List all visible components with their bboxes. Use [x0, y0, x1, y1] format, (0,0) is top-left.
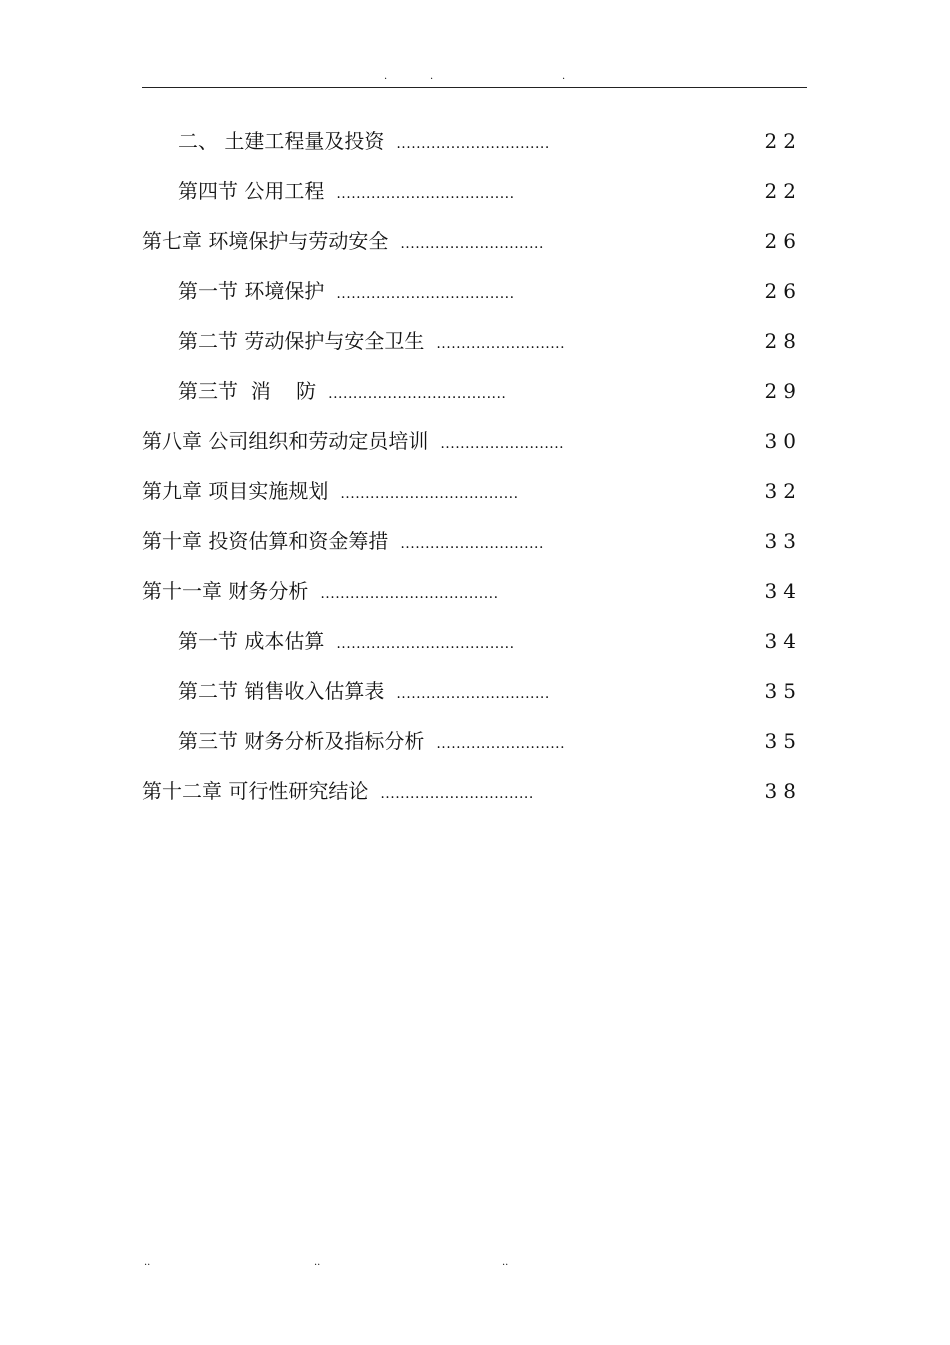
- toc-entry-label: 第十二章 可行性研究结论: [142, 779, 369, 803]
- toc-leader: ...............................: [396, 136, 550, 152]
- toc-leader: ....................................: [328, 386, 507, 402]
- footer-dot: ..: [314, 1257, 321, 1268]
- toc-entry[interactable]: [142, 266, 806, 316]
- toc-page-number: 33: [764, 529, 802, 553]
- toc-entry-label: 第二节 劳动保护与安全卫生: [178, 329, 425, 353]
- toc-leader: .............................: [400, 236, 544, 252]
- footer-dot: ..: [144, 1257, 151, 1268]
- toc-entry[interactable]: [142, 216, 806, 266]
- toc-page-number: 28: [764, 329, 802, 353]
- toc-entry-label: 第四节 公用工程: [178, 179, 325, 203]
- table-of-contents: [142, 116, 806, 816]
- toc-entry[interactable]: [142, 716, 806, 766]
- toc-entry-label: 第九章 项目实施规划: [142, 479, 329, 503]
- toc-entry[interactable]: [142, 116, 806, 166]
- toc-leader: ....................................: [340, 486, 519, 502]
- toc-leader: .............................: [400, 536, 544, 552]
- toc-leader: .........................: [440, 436, 565, 452]
- toc-page-number: 29: [764, 379, 802, 403]
- toc-entry[interactable]: [142, 666, 806, 716]
- header-rule: [142, 87, 807, 88]
- toc-entry-label: 第八章 公司组织和劳动定员培训: [142, 429, 429, 453]
- toc-entry-label: 第十章 投资估算和资金筹措: [142, 529, 389, 553]
- toc-page-number: 35: [764, 729, 802, 753]
- toc-entry[interactable]: [142, 416, 806, 466]
- toc-page-number: 22: [764, 129, 802, 153]
- toc-page-number: 34: [764, 629, 802, 653]
- toc-entry[interactable]: [142, 466, 806, 516]
- toc-page-number: 22: [764, 179, 802, 203]
- toc-leader: ..........................: [436, 736, 566, 752]
- toc-entry-label: 第七章 环境保护与劳动安全: [142, 229, 389, 253]
- page-footer: [142, 1258, 806, 1272]
- toc-entry[interactable]: [142, 566, 806, 616]
- toc-entry-label: 第一节 环境保护: [178, 279, 325, 303]
- header-dot: .: [430, 71, 434, 82]
- toc-page-number: 35: [764, 679, 802, 703]
- toc-entry-label: 第十一章 财务分析: [142, 579, 309, 603]
- header-dot: .: [384, 71, 388, 82]
- toc-leader: ...............................: [396, 686, 550, 702]
- page-header: [142, 72, 806, 88]
- toc-page-number: 32: [764, 479, 802, 503]
- toc-page-number: 30: [764, 429, 802, 453]
- toc-entry-label: 二、 土建工程量及投资: [178, 129, 385, 153]
- header-dot: .: [562, 71, 566, 82]
- toc-leader: ...............................: [380, 786, 534, 802]
- footer-dot: ..: [502, 1257, 509, 1268]
- toc-page-number: 38: [764, 779, 802, 803]
- toc-leader: ....................................: [320, 586, 499, 602]
- toc-entry[interactable]: [142, 616, 806, 666]
- toc-leader: ....................................: [336, 636, 515, 652]
- toc-page-number: 26: [764, 279, 802, 303]
- toc-entry[interactable]: [142, 766, 806, 816]
- toc-entry-label: 第二节 销售收入估算表: [178, 679, 385, 703]
- toc-entry-label: 第一节 成本估算: [178, 629, 325, 653]
- toc-page-number: 26: [764, 229, 802, 253]
- toc-leader: ....................................: [336, 286, 515, 302]
- toc-leader: ..........................: [436, 336, 566, 352]
- toc-entry-label: 第三节 财务分析及指标分析: [178, 729, 425, 753]
- toc-leader: ....................................: [336, 186, 515, 202]
- toc-entry[interactable]: [142, 316, 806, 366]
- toc-entry[interactable]: [142, 366, 806, 416]
- toc-entry[interactable]: [142, 516, 806, 566]
- toc-entry[interactable]: [142, 166, 806, 216]
- toc-page-number: 34: [764, 579, 802, 603]
- toc-entry-label: 第三节 消 防: [178, 379, 317, 403]
